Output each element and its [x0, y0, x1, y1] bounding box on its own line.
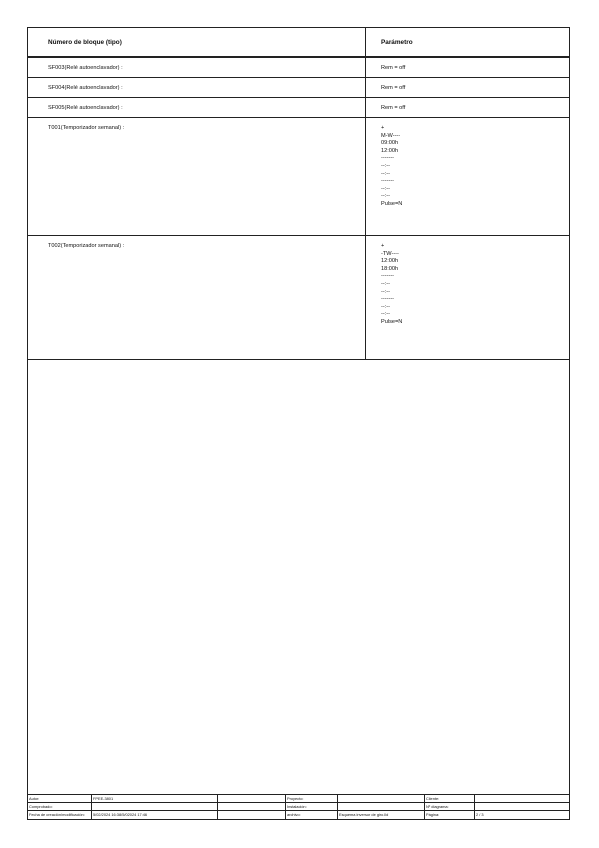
table-row	[28, 78, 569, 98]
header-block-column: Número de bloque (tipo)	[28, 28, 366, 56]
archivo-label: archivo:	[286, 811, 338, 819]
block-name: T001(Temporizador semanal) :	[28, 118, 366, 235]
diagrama-value	[475, 803, 569, 810]
page-frame	[27, 27, 570, 820]
fecha-label: Fecha de creación/modificación:	[28, 811, 92, 819]
block-name: SF005(Relé autoenclavador) :	[28, 98, 366, 117]
blank-cell	[218, 811, 286, 819]
param-value: --:--	[381, 280, 391, 287]
param-value: -------	[381, 296, 395, 303]
title-block-row	[28, 803, 569, 811]
param-value: -------	[381, 155, 395, 162]
param-value: Rem = off	[381, 64, 406, 71]
table-row	[28, 98, 569, 118]
diagrama-label: Nº diagrama:	[425, 803, 475, 810]
table-row	[28, 118, 569, 236]
param-value: Pulse=N	[381, 318, 403, 325]
proyecto-value	[338, 795, 425, 802]
param-list	[366, 118, 569, 235]
param-value: +	[381, 125, 385, 131]
autor-label: Autor:	[28, 795, 92, 802]
param-list	[366, 236, 569, 359]
cliente-label: Cliente:	[425, 795, 475, 802]
title-block	[28, 794, 569, 819]
param-value: --:--	[381, 311, 391, 318]
title-block-row	[28, 795, 569, 803]
table-row	[28, 236, 569, 360]
table-header	[28, 28, 569, 58]
blank-cell	[218, 803, 286, 810]
comprobado-label: Comprobado:	[28, 803, 92, 810]
param-value: -TW----	[381, 250, 399, 257]
instalacion-value	[338, 803, 425, 810]
title-block-row	[28, 811, 569, 819]
param-value: 12:00h	[381, 147, 399, 154]
param-value: --:--	[381, 288, 391, 295]
param-value: --:--	[381, 303, 391, 310]
param-value: +	[381, 243, 385, 249]
block-name: SF004(Relé autoenclavador) :	[28, 78, 366, 97]
param-value: 09:00h	[381, 140, 399, 147]
instalacion-label: Instalación:	[286, 803, 338, 810]
param-value: --:--	[381, 162, 391, 169]
block-name: SF003(Relé autoenclavador) :	[28, 58, 366, 77]
fecha-value: 5/02/2024 16:38/5/02024 17:46	[92, 811, 218, 819]
param-value: --:--	[381, 185, 391, 192]
param-value: -------	[381, 178, 395, 185]
table-row	[28, 58, 569, 78]
block-name: T002(Temporizador semanal) :	[28, 236, 366, 359]
param-value: Rem = off	[381, 104, 406, 111]
param-value: Rem = off	[381, 84, 406, 91]
param-value: --:--	[381, 193, 391, 200]
pagina-label: Página:	[425, 811, 475, 819]
param-value: -------	[381, 273, 395, 280]
proyecto-label: Proyecto:	[286, 795, 338, 802]
parameter-table	[28, 28, 569, 360]
param-value: --:--	[381, 170, 391, 177]
header-param-column: Parámetro	[381, 38, 413, 46]
pagina-value: 2 / 3	[476, 812, 484, 817]
autor-value: FPEE-3801	[92, 795, 218, 802]
param-value: M-W----	[381, 132, 401, 139]
cliente-value	[475, 795, 569, 802]
param-value: Pulse=N	[381, 200, 403, 207]
param-value: 12:00h	[381, 258, 399, 265]
archivo-value: Esquema inversor de giro.lld	[338, 811, 425, 819]
param-value: 18:00h	[381, 265, 399, 272]
blank-cell	[218, 795, 286, 802]
comprobado-value	[92, 803, 218, 810]
